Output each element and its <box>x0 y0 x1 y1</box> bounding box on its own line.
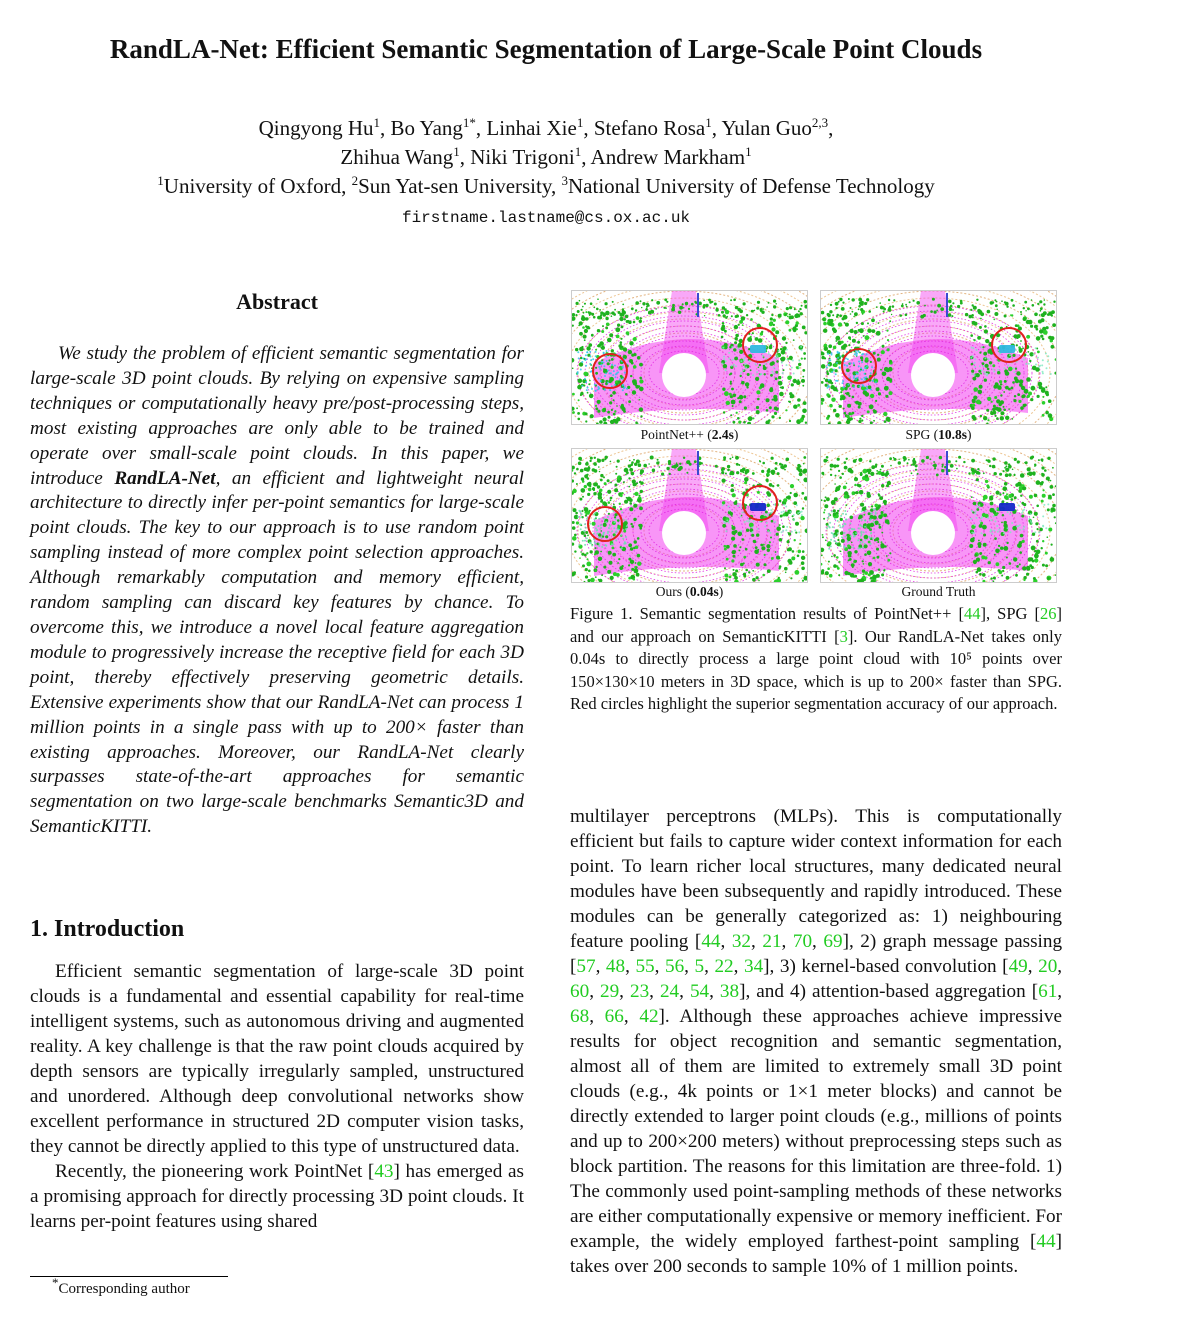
introduction-body <box>30 959 524 1234</box>
citation-link[interactable]: 70 <box>792 931 813 952</box>
footnote-rule <box>30 1276 228 1277</box>
figure-panel-spg <box>820 290 1057 425</box>
figure-panel-ours <box>571 448 808 583</box>
author-name: Niki Trigoni <box>470 145 575 169</box>
citation-link[interactable]: 20 <box>1038 956 1058 977</box>
figure-panel-pointnetpp <box>571 290 808 425</box>
contact-email: firstname.lastname@cs.ox.ac.uk <box>401 209 691 227</box>
citation-link[interactable]: 44 <box>701 931 721 952</box>
citation-link[interactable]: 49 <box>1008 956 1028 977</box>
author-affiliation-mark: 1 <box>745 144 752 159</box>
citation-link[interactable]: 44 <box>1036 1231 1056 1252</box>
author-list-line-2: Zhihua Wang$^1$, Niki Trigoni$^1$, Andrew Markham$^1$ <box>340 144 752 169</box>
figure-panel-label: Ours (0.04s) <box>655 584 724 599</box>
citation-link[interactable]: 43 <box>374 1161 394 1182</box>
citation-link[interactable]: 66 <box>604 1006 624 1027</box>
author-affiliation-mark: 1 <box>705 115 712 130</box>
affiliation-name: Sun Yat-sen University <box>358 174 551 198</box>
abstract-text-2: , an efficient and lightweight neural architecture to directly infer per-point semantics for large-scale point clouds. The key to our approach is to use random point sampling instead of more complex point selection approaches. Although remarkably computation and memory efficient, random sampling can discard key features by chance. To overcome this, we introduce a novel local feature aggregation module to progressively increase the receptive field for each 3D point, thereby effectively preserving geometric details. Extensive experiments show that our RandLA-Net can process 1 million points in a single pass with up to 200× faster than existing approaches. Moreover, our RandLA-Net clearly surpasses state-of-the-art approaches for semantic segmentation on two large-scale benchmarks Semantic3D and SemanticKITTI. <box>30 467 524 838</box>
abstract-text-1: We study the problem of efficient semantic segmentation for large-scale 3D point clouds. By relying on expensive sampling techniques or computationally heavy pre/post-processing steps, most existing approaches are only able to be trained and operate over small-scale point clouds. In this paper, we introduce <box>30 343 524 489</box>
citation-link[interactable]: 54 <box>689 981 710 1002</box>
citation-link[interactable]: 57 <box>576 956 596 977</box>
author-affiliation-mark: 1 <box>453 144 460 159</box>
affiliation-name: University of Oxford <box>163 174 342 198</box>
author-affiliation-mark: 1 <box>576 115 584 130</box>
author-name: Linhai Xie <box>486 116 577 140</box>
author-affiliation-mark: 2,3 <box>811 115 829 130</box>
citation-link[interactable]: 32 <box>731 931 752 952</box>
affiliation-mark: 3 <box>561 173 568 188</box>
citation-link[interactable]: 21 <box>762 931 782 952</box>
citation-link[interactable]: 34 <box>743 956 764 977</box>
citation-link[interactable]: 23 <box>629 981 650 1002</box>
author-name: Stefano Rosa <box>593 116 706 140</box>
section-heading-introduction: 1. Introduction <box>30 916 185 942</box>
citation-link[interactable]: 68 <box>570 1006 590 1027</box>
author-affiliation-mark: 1 <box>373 115 381 130</box>
citation-link[interactable]: 42 <box>639 1006 659 1027</box>
abstract-body <box>30 342 524 840</box>
paper-title: RandLA-Net: Efficient Semantic Segmentation of Large-Scale Point Clouds <box>109 34 983 64</box>
citation-link[interactable]: 26 <box>1040 604 1057 623</box>
citation-link[interactable]: 61 <box>1038 981 1058 1002</box>
right-column-body <box>570 804 1062 1279</box>
citation-link[interactable]: 5 <box>694 956 705 977</box>
author-name: Zhihua Wang <box>340 145 454 169</box>
abstract-heading: Abstract <box>236 289 318 314</box>
citation-link[interactable]: 56 <box>664 956 685 977</box>
author-affiliation-mark: 1* <box>462 115 476 130</box>
citation-link[interactable]: 60 <box>570 981 590 1002</box>
citation-link[interactable]: 29 <box>599 981 620 1002</box>
figure-panel-label: Ground Truth <box>901 584 976 599</box>
affiliation-mark: 1 <box>157 173 164 188</box>
author-name: Bo Yang <box>390 116 463 140</box>
footnote: *Corresponding author <box>52 1275 190 1297</box>
citation-link[interactable]: 22 <box>714 956 734 977</box>
author-list-line-1: Qingyong Hu$^1$, Bo Yang$^{1*}$, Linhai Xie$^1$, Stefano Rosa$^1$, Yulan Guo$^{2,3}$, <box>258 115 834 140</box>
affiliations: $^1$University of Oxford, $^2$Sun Yat-sen University, $^3$National University of Defense Technology <box>157 173 935 198</box>
figure-panel-ground-truth <box>820 448 1057 583</box>
affiliation-mark: 2 <box>351 173 359 188</box>
author-affiliation-mark: 1 <box>574 144 582 159</box>
author-name: Yulan Guo <box>721 116 812 140</box>
author-name: Qingyong Hu <box>258 116 374 140</box>
citation-link[interactable]: 55 <box>635 956 655 977</box>
figure-panel-label: PointNet++ (2.4s) <box>640 427 739 442</box>
citation-link[interactable]: 48 <box>605 956 626 977</box>
citation-link[interactable]: 38 <box>719 981 740 1002</box>
citation-link[interactable]: 24 <box>659 981 680 1002</box>
citation-link[interactable]: 3 <box>839 626 848 646</box>
citation-link[interactable]: 44 <box>963 604 981 623</box>
intro-paragraph-2: Recently, the pioneering work PointNet [43] has emerged as a promising approach for directly processing 3D point clouds. It learns per-point features using shared <box>30 1161 524 1232</box>
intro-paragraph-1: Efficient semantic segmentation of large-scale 3D point clouds is a fundamental and essential capability for real-time intelligent systems, such as autonomous driving and augmented reality. A key challenge is that the raw point clouds acquired by depth sensors are typically irregularly sampled, unstructured and unordered. Although deep convolutional networks show excellent performance in structured 2D computer vision tasks, they cannot be directly applied to this type of unstructured data. <box>30 961 524 1157</box>
abstract-method-name: RandLA-Net <box>114 467 216 489</box>
affiliation-name: National University of Defense Technology <box>568 174 935 198</box>
citation-link[interactable]: 69 <box>823 931 843 952</box>
intro-paragraph-2-continued: multilayer perceptrons (MLPs). This is computationally efficient but fails to capture wider context information for each point. To learn richer local structures, many dedicated neural modules have been subsequently and rapidly introduced. These modules can be generally categorized as: 1) neighbouring feature pooling [44, 32, 21, 70, 69], 2) graph message passing [57, 48, 55, 56, 5, 22, 34], 3) kernel-based convolution [49, 20, 60, 29, 23, 24, 54, 38], and 4) attention-based aggregation [61, 68, 66, 42]. Although these approaches achieve impressive results for object recognition and semantic segmentation, almost all of them are limited to extremely small 3D point clouds (e.g., 4k points or 1×1 meter blocks) and cannot be directly extended to larger point clouds (e.g., millions of points and up to 200×200 meters) without preprocessing steps such as block partition. The reasons for this limitation are three-fold. 1) The commonly used point-sampling methods of these networks are either computationally expensive or memory inefficient. For example, the widely employed farthest-point sampling [44] takes over 200 seconds to sample 10% of 1 million points. <box>570 806 1063 1277</box>
figure-caption: Figure 1. Semantic segmentation results of PointNet++ [44], SPG [26] and our approach on SemanticKITTI [3]. Our RandLA-Net takes only 0.04s to directly process a large point cloud with 10⁵ points over 150×130×10 meters in 3D space, which is up to 200× faster than SPG. Red circles highlight the superior segmentation accuracy of our approach. <box>570 604 1062 714</box>
figure-panel-label: SPG (10.8s) <box>905 427 972 442</box>
author-name: Andrew Markham <box>590 145 746 169</box>
